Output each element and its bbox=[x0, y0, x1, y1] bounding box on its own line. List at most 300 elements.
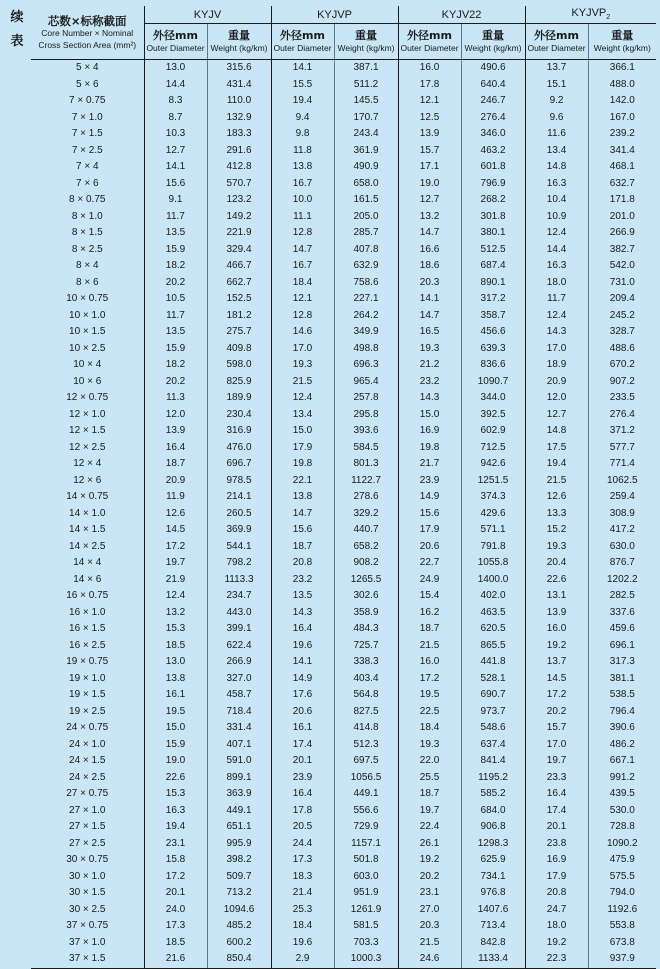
table-row bbox=[31, 275, 656, 292]
weight-cell: 358.9 bbox=[334, 605, 398, 622]
weight-cell: 1202.2 bbox=[588, 572, 656, 589]
outer-diameter-header-cn: 外径mm bbox=[280, 28, 325, 42]
weight-cell: 443.0 bbox=[207, 605, 271, 622]
weight-cell: 625.9 bbox=[461, 852, 525, 869]
outer-diameter-cell: 11.7 bbox=[144, 308, 207, 325]
table-row bbox=[31, 704, 656, 721]
core-size-cell: 10 × 4 bbox=[73, 359, 102, 370]
weight-cell: 658.2 bbox=[334, 539, 398, 556]
outer-diameter-cell: 2.9 bbox=[271, 951, 334, 968]
weight-cell: 398.2 bbox=[207, 852, 271, 869]
outer-diameter-cell: 8.3 bbox=[144, 93, 207, 110]
outer-diameter-cell: 16.9 bbox=[398, 423, 461, 440]
core-size-cell: 19 × 1.0 bbox=[69, 672, 106, 684]
weight-cell: 393.6 bbox=[334, 423, 398, 440]
core-size-cell: 7 × 2.5 bbox=[71, 144, 103, 156]
core-size-cell: 8 × 1.5 bbox=[71, 227, 103, 238]
weight-cell: 951.9 bbox=[334, 885, 398, 902]
weight-cell: 476.0 bbox=[207, 440, 271, 457]
weight-cell: 1195.2 bbox=[461, 770, 525, 787]
outer-diameter-cell: 21.5 bbox=[271, 374, 334, 391]
weight-cell: 538.5 bbox=[588, 687, 656, 704]
outer-diameter-cell: 25.3 bbox=[271, 902, 334, 919]
outer-diameter-cell: 27.0 bbox=[398, 902, 461, 919]
weight-cell: 183.3 bbox=[207, 126, 271, 143]
weight-cell: 548.6 bbox=[461, 720, 525, 737]
weight-cell: 392.5 bbox=[461, 407, 525, 424]
weight-cell: 571.1 bbox=[461, 522, 525, 539]
weight-cell: 245.2 bbox=[588, 308, 656, 325]
table-row bbox=[31, 621, 656, 638]
outer-diameter-cell: 24.7 bbox=[525, 902, 588, 919]
core-size-cell: 7 × 0.75 bbox=[69, 95, 106, 106]
weight-cell: 233.5 bbox=[588, 390, 656, 407]
outer-diameter-cell: 12.4 bbox=[525, 225, 588, 242]
core-size-cell: 7 × 1.0 bbox=[71, 111, 103, 123]
outer-diameter-cell: 22.0 bbox=[398, 753, 461, 770]
outer-diameter-cell: 14.7 bbox=[271, 506, 334, 523]
weight-cell: 978.5 bbox=[207, 473, 271, 490]
core-header-en-2: Cross Section Area (mm²) bbox=[38, 39, 137, 50]
weight-cell: 171.8 bbox=[588, 192, 656, 209]
weight-cell: 458.7 bbox=[207, 687, 271, 704]
outer-diameter-cell: 16.1 bbox=[271, 720, 334, 737]
core-size-cell: 14 × 1.5 bbox=[69, 524, 106, 535]
outer-diameter-cell: 19.4 bbox=[271, 93, 334, 110]
core-size-cell: 8 × 4 bbox=[75, 260, 99, 271]
weight-cell: 703.3 bbox=[334, 935, 398, 952]
weight-cell: 278.6 bbox=[334, 489, 398, 506]
table-row bbox=[31, 60, 656, 77]
weight-header-en: Weight (kg/km) bbox=[337, 42, 395, 53]
outer-diameter-cell: 15.9 bbox=[144, 242, 207, 259]
core-size-cell: 8 × 6 bbox=[75, 276, 99, 288]
weight-cell: 371.2 bbox=[588, 423, 656, 440]
weight-cell: 591.0 bbox=[207, 753, 271, 770]
weight-cell: 316.9 bbox=[207, 423, 271, 440]
outer-diameter-cell: 21.6 bbox=[144, 951, 207, 968]
weight-cell: 991.2 bbox=[588, 770, 656, 787]
weight-cell: 906.8 bbox=[461, 819, 525, 836]
weight-cell: 1157.1 bbox=[334, 836, 398, 853]
table-row bbox=[31, 324, 656, 341]
weight-cell: 798.2 bbox=[207, 555, 271, 572]
weight-cell: 381.1 bbox=[588, 671, 656, 688]
weight-cell: 142.0 bbox=[588, 93, 656, 110]
weight-cell: 601.8 bbox=[461, 159, 525, 176]
weight-cell: 827.5 bbox=[334, 704, 398, 721]
outer-diameter-cell: 19.3 bbox=[271, 357, 334, 374]
weight-cell: 791.8 bbox=[461, 539, 525, 556]
weight-cell: 965.4 bbox=[334, 374, 398, 391]
outer-diameter-cell: 13.7 bbox=[525, 654, 588, 671]
outer-diameter-cell: 16.6 bbox=[398, 242, 461, 259]
weight-cell: 637.4 bbox=[461, 737, 525, 754]
outer-diameter-cell: 15.8 bbox=[144, 852, 207, 869]
core-size-cell: 12 × 4 bbox=[73, 458, 102, 469]
weight-cell: 899.1 bbox=[207, 770, 271, 787]
weight-cell: 366.1 bbox=[588, 60, 656, 77]
weight-cell: 152.5 bbox=[207, 291, 271, 308]
table-row bbox=[31, 374, 656, 391]
outer-diameter-cell: 14.6 bbox=[271, 324, 334, 341]
outer-diameter-cell: 22.1 bbox=[271, 473, 334, 490]
weight-cell: 329.2 bbox=[334, 506, 398, 523]
outer-diameter-cell: 24.4 bbox=[271, 836, 334, 853]
weight-cell: 459.6 bbox=[588, 621, 656, 638]
group-header-kyjvp: KYJVP bbox=[271, 6, 398, 24]
weight-cell: 696.7 bbox=[207, 456, 271, 473]
outer-diameter-cell: 17.2 bbox=[398, 671, 461, 688]
outer-diameter-cell: 18.9 bbox=[525, 357, 588, 374]
outer-diameter-cell: 15.6 bbox=[398, 506, 461, 523]
outer-diameter-cell: 19.7 bbox=[525, 753, 588, 770]
weight-cell: 658.0 bbox=[334, 176, 398, 193]
table-row bbox=[31, 836, 656, 853]
weight-cell: 801.3 bbox=[334, 456, 398, 473]
weight-cell: 684.0 bbox=[461, 803, 525, 820]
table-row bbox=[31, 308, 656, 325]
weight-header-2 bbox=[334, 24, 398, 60]
outer-diameter-cell: 13.8 bbox=[144, 671, 207, 688]
table-row bbox=[31, 423, 656, 440]
core-size-cell: 27 × 0.75 bbox=[66, 788, 109, 799]
outer-diameter-cell: 12.0 bbox=[525, 390, 588, 407]
weight-cell: 509.7 bbox=[207, 869, 271, 886]
outer-diameter-cell: 16.9 bbox=[525, 852, 588, 869]
outer-diameter-cell: 19.4 bbox=[144, 819, 207, 836]
outer-diameter-cell: 16.3 bbox=[525, 258, 588, 275]
weight-cell: 1133.4 bbox=[461, 951, 525, 968]
outer-diameter-cell: 12.4 bbox=[144, 588, 207, 605]
weight-cell: 468.1 bbox=[588, 159, 656, 176]
outer-diameter-cell: 18.2 bbox=[144, 357, 207, 374]
outer-diameter-cell: 10.5 bbox=[144, 291, 207, 308]
outer-diameter-header-cn: 外径mm bbox=[407, 28, 452, 42]
outer-diameter-cell: 17.1 bbox=[398, 159, 461, 176]
weight-cell: 1265.5 bbox=[334, 572, 398, 589]
outer-diameter-cell: 21.5 bbox=[398, 638, 461, 655]
outer-diameter-cell: 16.0 bbox=[398, 60, 461, 77]
weight-cell: 161.5 bbox=[334, 192, 398, 209]
weight-header-en: Weight (kg/km) bbox=[593, 42, 651, 53]
outer-diameter-cell: 15.6 bbox=[144, 176, 207, 193]
weight-cell: 622.4 bbox=[207, 638, 271, 655]
outer-diameter-cell: 9.1 bbox=[144, 192, 207, 209]
weight-cell: 697.5 bbox=[334, 753, 398, 770]
outer-diameter-cell: 20.2 bbox=[525, 704, 588, 721]
outer-diameter-cell: 12.7 bbox=[398, 192, 461, 209]
weight-cell: 1094.6 bbox=[207, 902, 271, 919]
weight-cell: 890.1 bbox=[461, 275, 525, 292]
weight-cell: 1055.8 bbox=[461, 555, 525, 572]
weight-cell: 327.0 bbox=[207, 671, 271, 688]
weight-cell: 205.0 bbox=[334, 209, 398, 226]
weight-cell: 542.0 bbox=[588, 258, 656, 275]
weight-cell: 449.1 bbox=[334, 786, 398, 803]
weight-cell: 317.2 bbox=[461, 291, 525, 308]
table-row bbox=[31, 209, 656, 226]
weight-cell: 403.4 bbox=[334, 671, 398, 688]
outer-diameter-cell: 20.9 bbox=[144, 473, 207, 490]
outer-diameter-cell: 21.4 bbox=[271, 885, 334, 902]
weight-cell: 387.1 bbox=[334, 60, 398, 77]
outer-diameter-cell: 15.9 bbox=[144, 341, 207, 358]
outer-diameter-cell: 18.0 bbox=[525, 918, 588, 935]
weight-cell: 876.7 bbox=[588, 555, 656, 572]
weight-cell: 758.6 bbox=[334, 275, 398, 292]
weight-cell: 577.7 bbox=[588, 440, 656, 457]
table-row bbox=[31, 341, 656, 358]
core-size-cell: 10 × 1.5 bbox=[69, 326, 106, 337]
outer-diameter-cell: 14.7 bbox=[398, 225, 461, 242]
group-header-kyjvp2 bbox=[525, 6, 656, 24]
table-row bbox=[31, 786, 656, 803]
outer-diameter-cell: 14.7 bbox=[398, 308, 461, 325]
outer-diameter-header-cn: 外径mm bbox=[534, 28, 579, 42]
core-size-cell: 16 × 2.5 bbox=[69, 639, 106, 651]
weight-cell: 259.4 bbox=[588, 489, 656, 506]
weight-cell: 295.8 bbox=[334, 407, 398, 424]
core-size-cell: 14 × 0.75 bbox=[66, 491, 109, 502]
weight-cell: 110.0 bbox=[207, 93, 271, 110]
weight-cell: 530.0 bbox=[588, 803, 656, 820]
weight-cell: 1251.5 bbox=[461, 473, 525, 490]
weight-cell: 1090.2 bbox=[588, 836, 656, 853]
outer-diameter-cell: 15.0 bbox=[144, 720, 207, 737]
weight-cell: 412.8 bbox=[207, 159, 271, 176]
table-row bbox=[31, 918, 656, 935]
outer-diameter-cell: 19.2 bbox=[525, 935, 588, 952]
weight-cell: 414.8 bbox=[334, 720, 398, 737]
weight-cell: 431.4 bbox=[207, 77, 271, 94]
weight-cell: 662.7 bbox=[207, 275, 271, 292]
core-size-cell: 27 × 1.5 bbox=[69, 821, 106, 832]
weight-cell: 734.1 bbox=[461, 869, 525, 886]
outer-diameter-cell: 19.3 bbox=[398, 341, 461, 358]
outer-diameter-cell: 15.9 bbox=[144, 737, 207, 754]
table-row bbox=[31, 819, 656, 836]
weight-cell: 584.5 bbox=[334, 440, 398, 457]
weight-cell: 132.9 bbox=[207, 110, 271, 127]
outer-diameter-cell: 18.4 bbox=[271, 275, 334, 292]
outer-diameter-cell: 13.0 bbox=[144, 654, 207, 671]
outer-diameter-cell: 21.7 bbox=[398, 456, 461, 473]
outer-diameter-header-3 bbox=[398, 24, 461, 60]
weight-cell: 266.9 bbox=[207, 654, 271, 671]
weight-cell: 227.1 bbox=[334, 291, 398, 308]
weight-header-en: Weight (kg/km) bbox=[464, 42, 522, 53]
outer-diameter-cell: 10.3 bbox=[144, 126, 207, 143]
outer-diameter-cell: 18.0 bbox=[525, 275, 588, 292]
outer-diameter-cell: 14.1 bbox=[144, 159, 207, 176]
weight-cell: 1192.6 bbox=[588, 902, 656, 919]
core-size-cell: 10 × 0.75 bbox=[66, 293, 109, 304]
weight-header-4 bbox=[588, 24, 656, 60]
outer-diameter-cell: 16.5 bbox=[398, 324, 461, 341]
outer-diameter-cell: 13.2 bbox=[398, 209, 461, 226]
weight-cell: 390.6 bbox=[588, 720, 656, 737]
weight-cell: 713.2 bbox=[207, 885, 271, 902]
outer-diameter-header-en: Outer Diameter bbox=[273, 42, 332, 53]
side-label-char-1: 续 bbox=[10, 10, 24, 25]
outer-diameter-cell: 11.9 bbox=[144, 489, 207, 506]
outer-diameter-cell: 9.6 bbox=[525, 110, 588, 127]
weight-cell: 865.5 bbox=[461, 638, 525, 655]
outer-diameter-cell: 16.4 bbox=[144, 440, 207, 457]
table-row bbox=[31, 176, 656, 193]
outer-diameter-cell: 17.5 bbox=[525, 440, 588, 457]
outer-diameter-cell: 18.5 bbox=[144, 638, 207, 655]
outer-diameter-cell: 14.5 bbox=[144, 522, 207, 539]
outer-diameter-cell: 20.5 bbox=[271, 819, 334, 836]
weight-cell: 585.2 bbox=[461, 786, 525, 803]
weight-cell: 382.7 bbox=[588, 242, 656, 259]
weight-cell: 528.1 bbox=[461, 671, 525, 688]
outer-diameter-cell: 16.3 bbox=[525, 176, 588, 193]
table-row bbox=[31, 407, 656, 424]
outer-diameter-cell: 18.7 bbox=[144, 456, 207, 473]
outer-diameter-cell: 16.2 bbox=[398, 605, 461, 622]
outer-diameter-cell: 14.1 bbox=[271, 60, 334, 77]
weight-cell: 670.2 bbox=[588, 357, 656, 374]
weight-cell: 275.7 bbox=[207, 324, 271, 341]
weight-header-1 bbox=[207, 24, 271, 60]
core-size-cell: 37 × 0.75 bbox=[66, 920, 109, 931]
table-row bbox=[31, 258, 656, 275]
weight-cell: 374.3 bbox=[461, 489, 525, 506]
weight-cell: 630.0 bbox=[588, 539, 656, 556]
outer-diameter-cell: 11.6 bbox=[525, 126, 588, 143]
outer-diameter-cell: 14.1 bbox=[398, 291, 461, 308]
core-size-cell: 24 × 0.75 bbox=[66, 722, 109, 733]
weight-cell: 725.7 bbox=[334, 638, 398, 655]
core-header-en-1: Core Number × Nominal bbox=[41, 27, 134, 38]
weight-cell: 349.9 bbox=[334, 324, 398, 341]
outer-diameter-cell: 23.1 bbox=[398, 885, 461, 902]
core-size-cell: 14 × 6 bbox=[73, 573, 102, 585]
outer-diameter-cell: 11.7 bbox=[525, 291, 588, 308]
outer-diameter-cell: 13.2 bbox=[144, 605, 207, 622]
outer-diameter-cell: 8.7 bbox=[144, 110, 207, 127]
core-size-cell: 7 × 4 bbox=[75, 161, 99, 172]
outer-diameter-cell: 17.0 bbox=[525, 341, 588, 358]
outer-diameter-cell: 13.9 bbox=[144, 423, 207, 440]
outer-diameter-cell: 18.6 bbox=[398, 258, 461, 275]
outer-diameter-cell: 13.5 bbox=[144, 324, 207, 341]
core-header-cn: 芯数×标称截面 bbox=[47, 13, 127, 28]
table-row bbox=[31, 555, 656, 572]
outer-diameter-cell: 21.5 bbox=[525, 473, 588, 490]
weight-cell: 667.1 bbox=[588, 753, 656, 770]
side-label-char-2: 表 bbox=[10, 34, 24, 49]
outer-diameter-cell: 14.3 bbox=[398, 390, 461, 407]
core-size-cell: 14 × 4 bbox=[73, 557, 102, 568]
outer-diameter-cell: 19.4 bbox=[525, 456, 588, 473]
table-row bbox=[31, 951, 656, 968]
outer-diameter-cell: 12.5 bbox=[398, 110, 461, 127]
outer-diameter-cell: 17.2 bbox=[525, 687, 588, 704]
weight-cell: 640.4 bbox=[461, 77, 525, 94]
weight-cell: 363.9 bbox=[207, 786, 271, 803]
outer-diameter-cell: 13.8 bbox=[271, 159, 334, 176]
table-row bbox=[31, 671, 656, 688]
core-size-cell: 37 × 1.5 bbox=[31, 951, 144, 968]
outer-diameter-cell: 12.4 bbox=[271, 390, 334, 407]
outer-diameter-cell: 14.1 bbox=[271, 654, 334, 671]
outer-diameter-cell: 20.1 bbox=[271, 753, 334, 770]
weight-cell: 266.9 bbox=[588, 225, 656, 242]
outer-diameter-cell: 12.1 bbox=[271, 291, 334, 308]
weight-cell: 123.2 bbox=[207, 192, 271, 209]
weight-cell: 234.7 bbox=[207, 588, 271, 605]
outer-diameter-header-en: Outer Diameter bbox=[527, 42, 586, 53]
table-row bbox=[31, 687, 656, 704]
weight-cell: 276.4 bbox=[588, 407, 656, 424]
weight-cell: 170.7 bbox=[334, 110, 398, 127]
weight-cell: 239.2 bbox=[588, 126, 656, 143]
weight-cell: 841.4 bbox=[461, 753, 525, 770]
outer-diameter-cell: 20.8 bbox=[525, 885, 588, 902]
table-row bbox=[31, 456, 656, 473]
core-size-cell: 24 × 2.5 bbox=[69, 771, 106, 783]
table-row bbox=[31, 506, 656, 523]
outer-diameter-cell: 23.3 bbox=[525, 770, 588, 787]
core-size-cell: 8 × 0.75 bbox=[69, 194, 106, 205]
outer-diameter-cell: 15.3 bbox=[144, 621, 207, 638]
outer-diameter-cell: 17.0 bbox=[525, 737, 588, 754]
weight-cell: 246.7 bbox=[461, 93, 525, 110]
outer-diameter-cell: 12.8 bbox=[271, 225, 334, 242]
table-row bbox=[31, 737, 656, 754]
outer-diameter-cell: 11.1 bbox=[271, 209, 334, 226]
weight-header-cn: 重量 bbox=[482, 28, 505, 42]
table-row bbox=[31, 143, 656, 160]
weight-cell: 598.0 bbox=[207, 357, 271, 374]
outer-diameter-cell: 23.9 bbox=[398, 473, 461, 490]
weight-cell: 439.5 bbox=[588, 786, 656, 803]
outer-diameter-header-1 bbox=[144, 24, 207, 60]
outer-diameter-cell: 14.8 bbox=[525, 423, 588, 440]
outer-diameter-header-en: Outer Diameter bbox=[146, 42, 205, 53]
table-row bbox=[31, 159, 656, 176]
outer-diameter-cell: 23.2 bbox=[398, 374, 461, 391]
outer-diameter-cell: 16.7 bbox=[271, 258, 334, 275]
table-row bbox=[31, 110, 656, 127]
outer-diameter-cell: 17.9 bbox=[271, 440, 334, 457]
weight-cell: 1113.3 bbox=[207, 572, 271, 589]
weight-cell: 409.8 bbox=[207, 341, 271, 358]
outer-diameter-cell: 10.4 bbox=[525, 192, 588, 209]
weight-cell: 575.5 bbox=[588, 869, 656, 886]
table-row bbox=[31, 803, 656, 820]
outer-diameter-cell: 16.4 bbox=[271, 621, 334, 638]
outer-diameter-cell: 23.9 bbox=[271, 770, 334, 787]
weight-cell: 771.4 bbox=[588, 456, 656, 473]
weight-cell: 564.8 bbox=[334, 687, 398, 704]
outer-diameter-cell: 20.4 bbox=[525, 555, 588, 572]
outer-diameter-cell: 20.2 bbox=[144, 275, 207, 292]
weight-header-3 bbox=[461, 24, 525, 60]
group-header-kyjvp2-main: KYJVP bbox=[571, 7, 607, 20]
outer-diameter-cell: 16.0 bbox=[398, 654, 461, 671]
core-size-cell: 19 × 0.75 bbox=[66, 656, 109, 667]
outer-diameter-cell: 11.7 bbox=[144, 209, 207, 226]
core-size-cell: 24 × 1.5 bbox=[69, 755, 106, 766]
weight-cell: 209.4 bbox=[588, 291, 656, 308]
outer-diameter-cell: 15.4 bbox=[398, 588, 461, 605]
core-size-cell: 14 × 2.5 bbox=[69, 540, 106, 552]
